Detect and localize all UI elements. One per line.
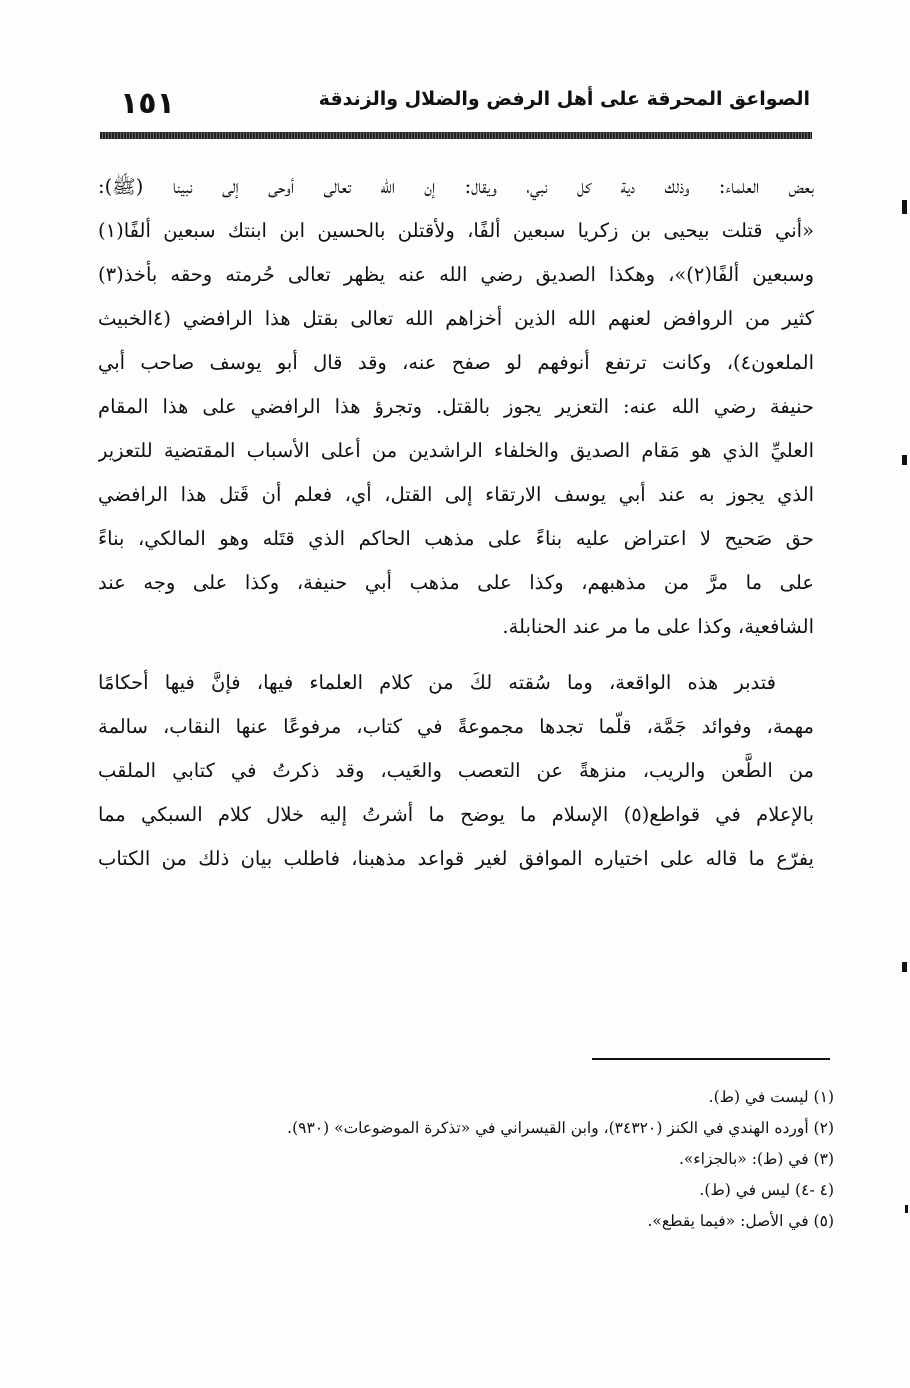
- footnote: (٤ -٤) ليس في (ط).: [699, 1181, 834, 1199]
- text-line: «أني قتلت بيحيى بن زكريا سبعين ألفًا، ولأقتلن بالحسين ابن ابنتك سبعين ألفًا(١): [98, 219, 814, 242]
- text-line: كثير من الروافض لعنهم الله الذين أخزاهم الله تعالى بقتل هذا الرافضي (٤الخبيث: [98, 307, 814, 330]
- text-line: بعض العلماء: وذلك دية كل نبي، ويقال: إن الله تعالى أوحى إلى نبينا (ﷺ):: [98, 175, 814, 198]
- text-line: الذي يجوز به عند أبي يوسف الارتقاء إلى القتل، أي، فعلم أن قَتل هذا الرافضي: [98, 483, 814, 506]
- scan-edge-mark: [902, 962, 907, 972]
- footnote: (٢) أورده الهندي في الكنز (٣٤٣٢٠)، وابن القيسراني في «تذكرة الموضوعات» (٩٣٠).: [287, 1119, 834, 1137]
- text-line: الشافعية، وكذا على ما مر عند الحنابلة.: [502, 615, 814, 638]
- text-line: حق صَحيح لا اعتراض عليه بناءً على مذهب الحاكم الذي قتَله وهو المالكي، بناءً: [98, 527, 814, 550]
- text-line: فتدبر هذه الواقعة، وما سُقته لكَ من كلام العلماء فيها، فإنَّ فيها أحكامًا: [98, 671, 776, 694]
- footnote-separator: [592, 1058, 830, 1060]
- text-line: حنيفة رضي الله عنه: التعزير يجوز بالقتل. وتجرؤ هذا الرافضي على هذا المقام: [98, 395, 814, 418]
- paragraph-1: [98, 165, 814, 649]
- running-title: الصواعق المحرقة على أهل الرفض والضلال والزندقة: [318, 88, 810, 110]
- page-header: [110, 88, 810, 128]
- text-line: على ما مرَّ من مذهبهم، وكذا على مذهب أبي حنيفة، وكذا على وجه عند: [98, 571, 814, 594]
- text-line: يفرّع ما قاله على اختياره الموافق لغير قواعد مذهبنا، فاطلب بيان ذلك من الكتاب: [98, 847, 814, 870]
- footnote: (٣) في (ط): «بالجزاء».: [678, 1150, 834, 1168]
- main-text: [98, 165, 814, 881]
- page-number: ١٥١: [120, 86, 175, 121]
- text-line: العليِّ الذي هو مَقام الصديق والخلفاء الراشدين من أعلى الأسباب المقتضية للتعزير: [98, 439, 814, 462]
- paragraph-2: [98, 661, 814, 881]
- text-line: من الطَّعن والريب، منزهةً عن التعصب والعَيب، وقد ذكرتُ في كتابي الملقب: [98, 759, 814, 782]
- footnotes: [134, 1082, 834, 1237]
- scan-edge-mark: [905, 1205, 908, 1213]
- scan-edge-mark: [902, 200, 907, 214]
- scan-edge-mark: [902, 455, 907, 465]
- text-line: الملعون٤)، وكانت ترتفع أنوفهم لو صفح عنه، وقد قال أبو يوسف صاحب أبي: [98, 351, 814, 374]
- text-line: بالإعلام في قواطع(٥) الإسلام ما يوضح ما أشرتُ إليه خلال كلام السبكي مما: [98, 803, 814, 826]
- header-rule: [100, 132, 812, 139]
- text-line: مهمة، وفوائد جَمَّة، قلّما تجدها مجموعةً في كتاب، مرفوعًا عنها النقاب، سالمة: [98, 715, 814, 738]
- footnote: (١) ليست في (ط).: [708, 1088, 834, 1106]
- footnote: (٥) في الأصل: «فيما يقطع».: [647, 1212, 834, 1230]
- text-line: وسبعين ألفًا(٢)»، وهكذا الصديق رضي الله عنه يظهر تعالى حُرمته وحقه بأخذ(٣): [98, 263, 814, 286]
